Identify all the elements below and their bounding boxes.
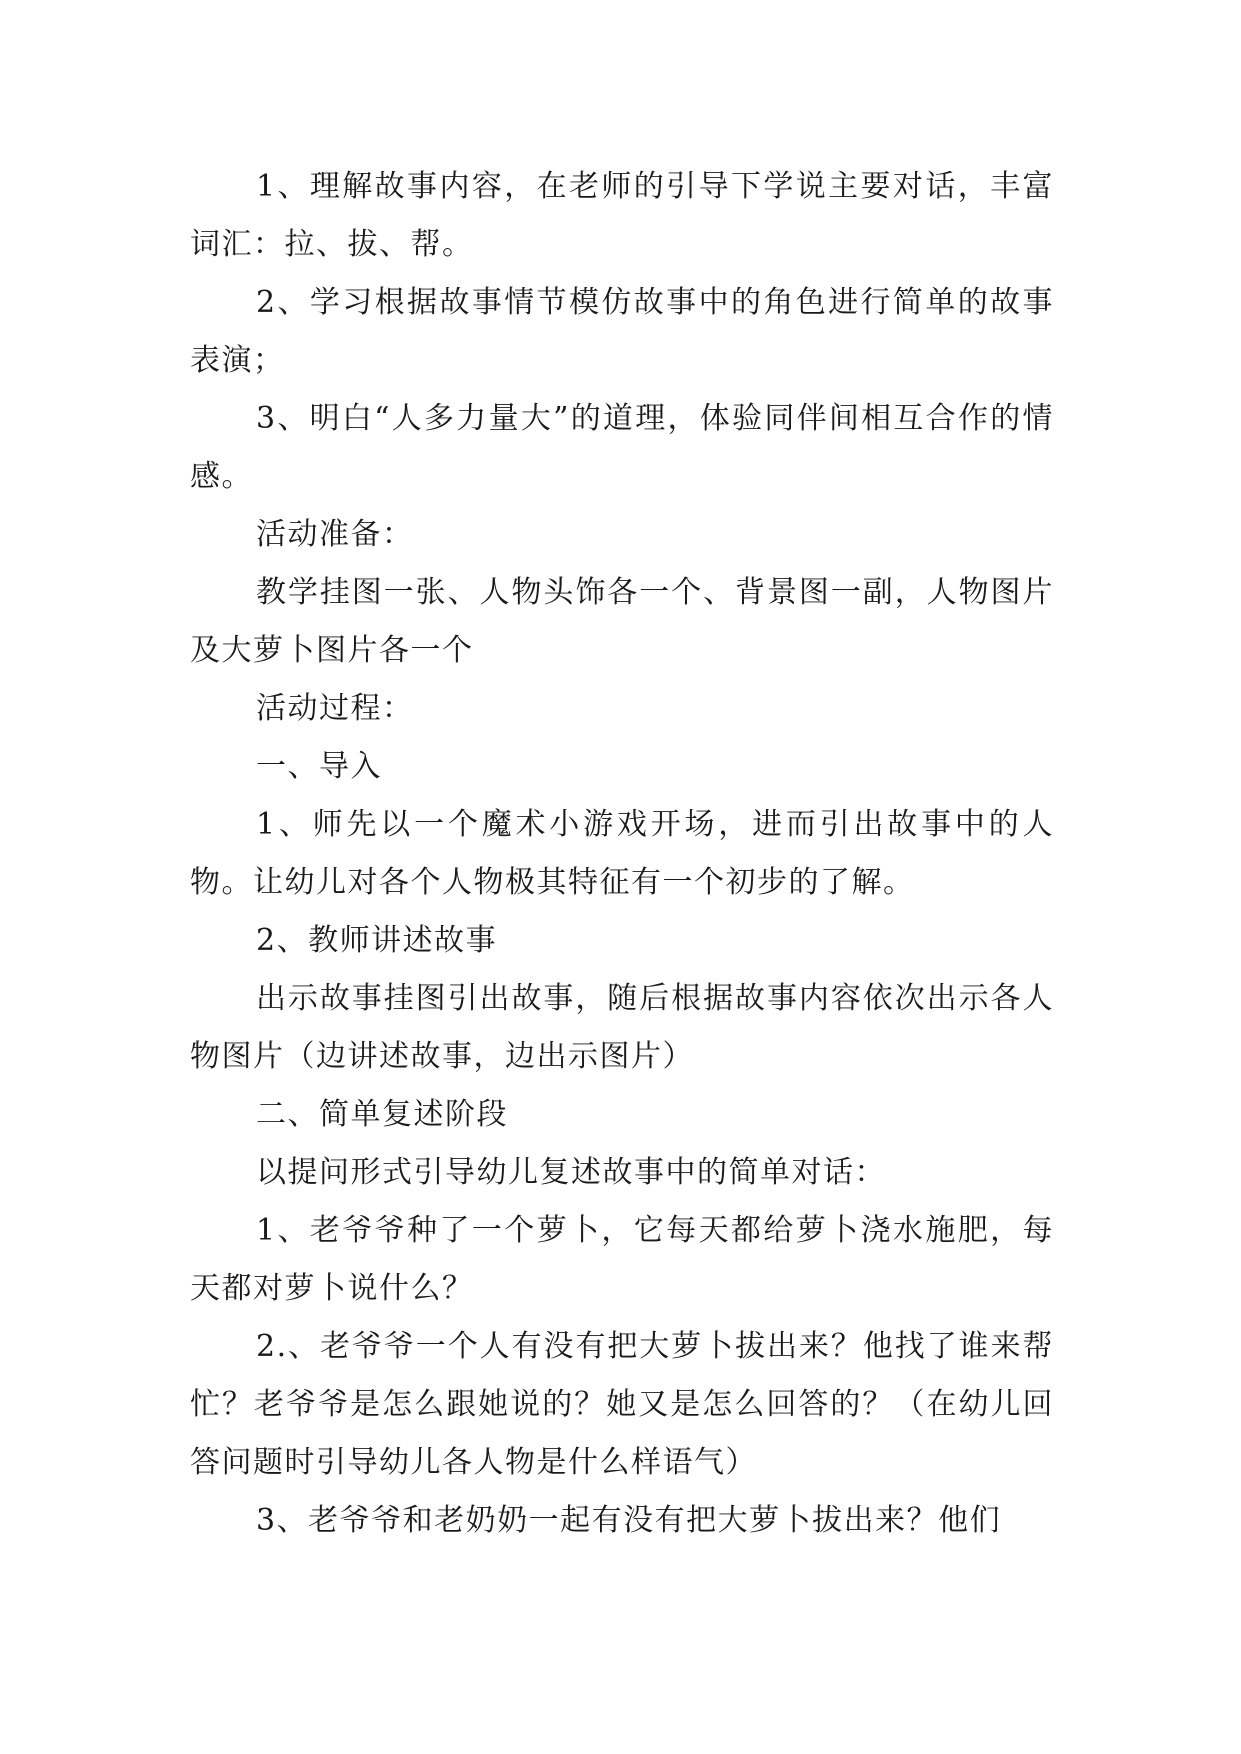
retelling-instruction: 以提问形式引导幼儿复述故事中的简单对话： [256,1155,886,1190]
preparation-materials: 教学挂图一张、人物头饰各一个、背景图一副，人物图片及大萝卜图片各一个 [190,575,1054,668]
step-heading-intro: 一、导入 [256,749,382,784]
story-presentation: 出示故事挂图引出故事，随后根据故事内容依次出示各人物图片（边讲述故事，边出示图片） [190,981,1054,1074]
step-heading-retelling: 二、简单复述阶段 [256,1097,508,1132]
intro-item-2: 2、教师讲述故事 [256,923,498,958]
question-2: 2.、老爷爷一个人有没有把大萝卜拔出来？他找了谁来帮忙？老爷爷是怎么跟她说的？她又是怎么回答的？（在幼儿回答问题时引导幼儿各人物是什么样语气） [190,1329,1054,1480]
document-body [190,158,1054,1550]
intro-item-1: 1、师先以一个魔术小游戏开场，进而引出故事中的人物。让幼儿对各个人物极其特征有一个初步的了解。 [190,807,1054,900]
objective-1: 1、理解故事内容，在老师的引导下学说主要对话，丰富词汇：拉、拔、帮。 [190,169,1054,262]
question-1: 1、老爷爷种了一个萝卜，它每天都给萝卜浇水施肥，每天都对萝卜说什么？ [190,1213,1054,1306]
section-heading-preparation: 活动准备： [256,517,414,552]
objective-2: 2、学习根据故事情节模仿故事中的角色进行简单的故事表演； [190,285,1054,378]
section-heading-process: 活动过程： [256,691,414,726]
question-3: 3、老爷爷和老奶奶一起有没有把大萝卜拔出来？他们 [256,1503,1002,1538]
objective-3: 3、明白“人多力量大”的道理，体验同伴间相互合作的情感。 [190,401,1054,494]
